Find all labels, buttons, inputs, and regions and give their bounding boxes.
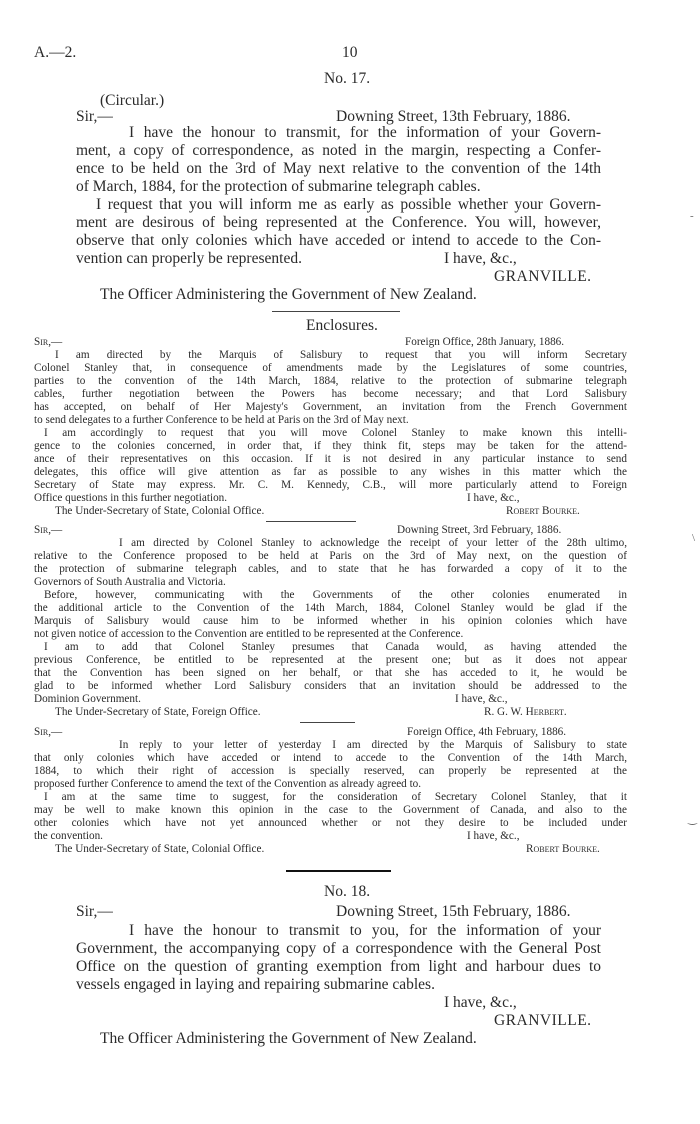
enc1-line: I am directed by the Marquis of Salisbury to request that you will inform Secretary [55,349,627,361]
enc3-line: other colonies which have not yet announced whether or not they desire to be included under [34,817,627,829]
enc3-line: may be well to make known this opinion in the case to the Government of Canada, and also to the [34,804,627,816]
enc2-addressee: The Under-Secretary of State, Foreign Office. [55,706,261,718]
enc2-dateline: Downing Street, 3rd February, 1886. [397,524,562,536]
enc1-para-end: to send delegates to a further Conference to be held at Paris on the 3rd of May next. [34,414,409,426]
document-reference: A.—2. [34,44,77,61]
enclosures-title: Enclosures. [306,317,378,334]
enc1-line: I am accordingly to request that you will move Colonel Stanley to make known this intelli- [44,427,627,439]
no17-addressee: The Officer Administering the Government of New Zealand. [100,286,477,303]
enc1-signature: Robert Bourke. [506,505,580,517]
enc1-line: Colonel Stanley that, in consequence of amendments made by the Legislatures of some countries, [34,362,627,374]
enc2-line: Marquis of Salisbury would cause him to be informed whether in his opinion colonies which have [34,615,627,627]
enc3-salutation: Sir,— [34,726,63,738]
enc1-closing: I have, &c., [467,492,520,504]
no17-line: ment, a copy of correspondence, as noted in the margin, respecting a Confer- [76,142,601,159]
enc3-line: that only colonies which have acceded or intend to accede to the Convention of the 14th March, [34,752,627,764]
enc2-line: Before, however, communicating with the Governments of the other colonies enumerated in [44,589,627,601]
section-divider-thick [286,870,391,872]
margin-mark: \ [692,532,696,544]
no18-line: I have the honour to transmit to you, for the information of your [129,922,601,939]
no17-line: observe that only colonies which have acceded or intend to accede to the Con- [76,232,601,249]
letter-divider [300,722,355,723]
enc2-line: the additional article to the Convention of the 14th March, 1884, Colonel Stanley would be glad if the [34,602,627,614]
no18-title: No. 18. [324,883,371,900]
no17-line: of March, 1884, for the protection of submarine telegraph cables. [76,178,481,195]
enc2-line: I am to add that Colonel Stanley presumes that Canada would, as having attended the [44,641,627,653]
enc3-last-line: the convention. [34,830,103,842]
enc3-signature: Robert Bourke. [526,843,600,855]
no17-dateline: Downing Street, 13th February, 1886. [336,108,571,125]
enc3-line: I am at the same time to suggest, for the consideration of Secretary Colonel Stanley, that it [44,791,627,803]
enc1-addressee: The Under-Secretary of State, Colonial Office. [55,505,265,517]
no17-line: I request that you will inform me as early as possible whether your Govern- [96,196,601,213]
enc3-line: In reply to your letter of yesterday I am directed by the Marquis of Salisbury to state [119,739,627,751]
enc1-line: ance of their representatives on this occasion. If it is not desired in any particular instance to send [34,453,627,465]
no18-line: Government, the accompanying copy of a correspondence with the General Post [76,940,601,957]
enc3-addressee: The Under-Secretary of State, Colonial Office. [55,843,265,855]
no17-closing: I have, &c., [444,250,517,267]
no18-last-line: vessels engaged in laying and repairing submarine cables. [76,976,435,993]
enc2-para-end: Governors of South Australia and Victoria. [34,576,226,588]
section-divider [272,311,400,312]
enc2-para-end: not given notice of accession to the Convention are entitled to be represented at the Conference. [34,628,464,640]
no17-line: ence to be held on the 3rd of May next relative to the convention of the 14th [76,160,601,177]
no18-line: Office on the question of granting exemption from light and harbour dues to [76,958,601,975]
no17-last-line: vention can properly be represented. [76,250,302,267]
no18-addressee: The Officer Administering the Government of New Zealand. [100,1030,477,1047]
enc2-salutation: Sir,— [34,524,63,536]
no17-signature: GRANVILLE. [494,268,592,285]
no18-signature: GRANVILLE. [494,1012,592,1029]
enc1-last-line: Office questions in this further negotiation. [34,492,228,504]
enc1-line: has accepted, on behalf of Her Majesty's Government, an invitation from the French Government [34,401,627,413]
enc2-line: the protection of submarine telegraph cables, and to state that he has forwarded a copy of it to the [34,563,627,575]
enc1-line: delegates, this office will give attention as far as possible to any wishes in this matter which the [34,466,627,478]
no17-salutation: Sir,— [76,108,113,125]
enc2-signature: R. G. W. Herbert. [484,706,567,718]
enc1-line: parties to the convention of the 14th March, 1884, relative to the protection of submarine telegraph [34,375,627,387]
enc2-line: I am directed by Colonel Stanley to acknowledge the receipt of your letter of the 28th ultimo, [119,537,627,549]
enc3-closing: I have, &c., [467,830,520,842]
no17-title: No. 17. [324,70,371,87]
enc1-line: gence to the colonies concerned, in order that, if they think fit, steps may be taken for the attend- [34,440,627,452]
no17-circular-label: (Circular.) [100,92,165,109]
no18-dateline: Downing Street, 15th February, 1886. [336,903,571,920]
enc3-line: 1884, to which their right of accession is specially reserved, can properly be represented at the [34,765,627,777]
enc2-line: glad to be informed whether Lord Salisbury considers that an invitation should be addressed to the [34,680,627,692]
enc2-line: relative to the Conference proposed to be held at Paris on the 3rd of May next, on the question of [34,550,627,562]
margin-mark: ‿ [688,813,697,825]
no17-line: ment are desirous of being represented at the Conference. You will, however, [76,214,601,231]
no18-closing: I have, &c., [444,994,517,1011]
enc3-dateline: Foreign Office, 4th February, 1886. [407,726,567,738]
page-number: 10 [342,44,358,61]
no18-salutation: Sir,— [76,903,113,920]
margin-mark: ‑ [690,210,694,222]
enc3-para-end: proposed further Conference to amend the text of the Convention as already agreed to. [34,778,422,790]
enc1-line: Secretary of State may express. Mr. C. M. Kennedy, C.B., will more particularly attend to Foreign [34,479,627,491]
letter-divider [266,521,356,522]
enc1-dateline: Foreign Office, 28th January, 1886. [405,336,565,348]
enc1-salutation: Sir,— [34,336,63,348]
enc2-line: that the Convention has been signed on her behalf, or that she has acceded to it, he would be [34,667,627,679]
enc2-closing: I have, &c., [455,693,508,705]
no17-line: I have the honour to transmit, for the information of your Govern- [129,124,601,141]
enc1-line: cables, further negotiation between the Powers has become necessary; and that Lord Salisbury [34,388,627,400]
enc2-last-line: Dominion Government. [34,693,141,705]
enc2-line: previous Conference, be entitled to be represented at the present one; but as it does not appear [34,654,627,666]
